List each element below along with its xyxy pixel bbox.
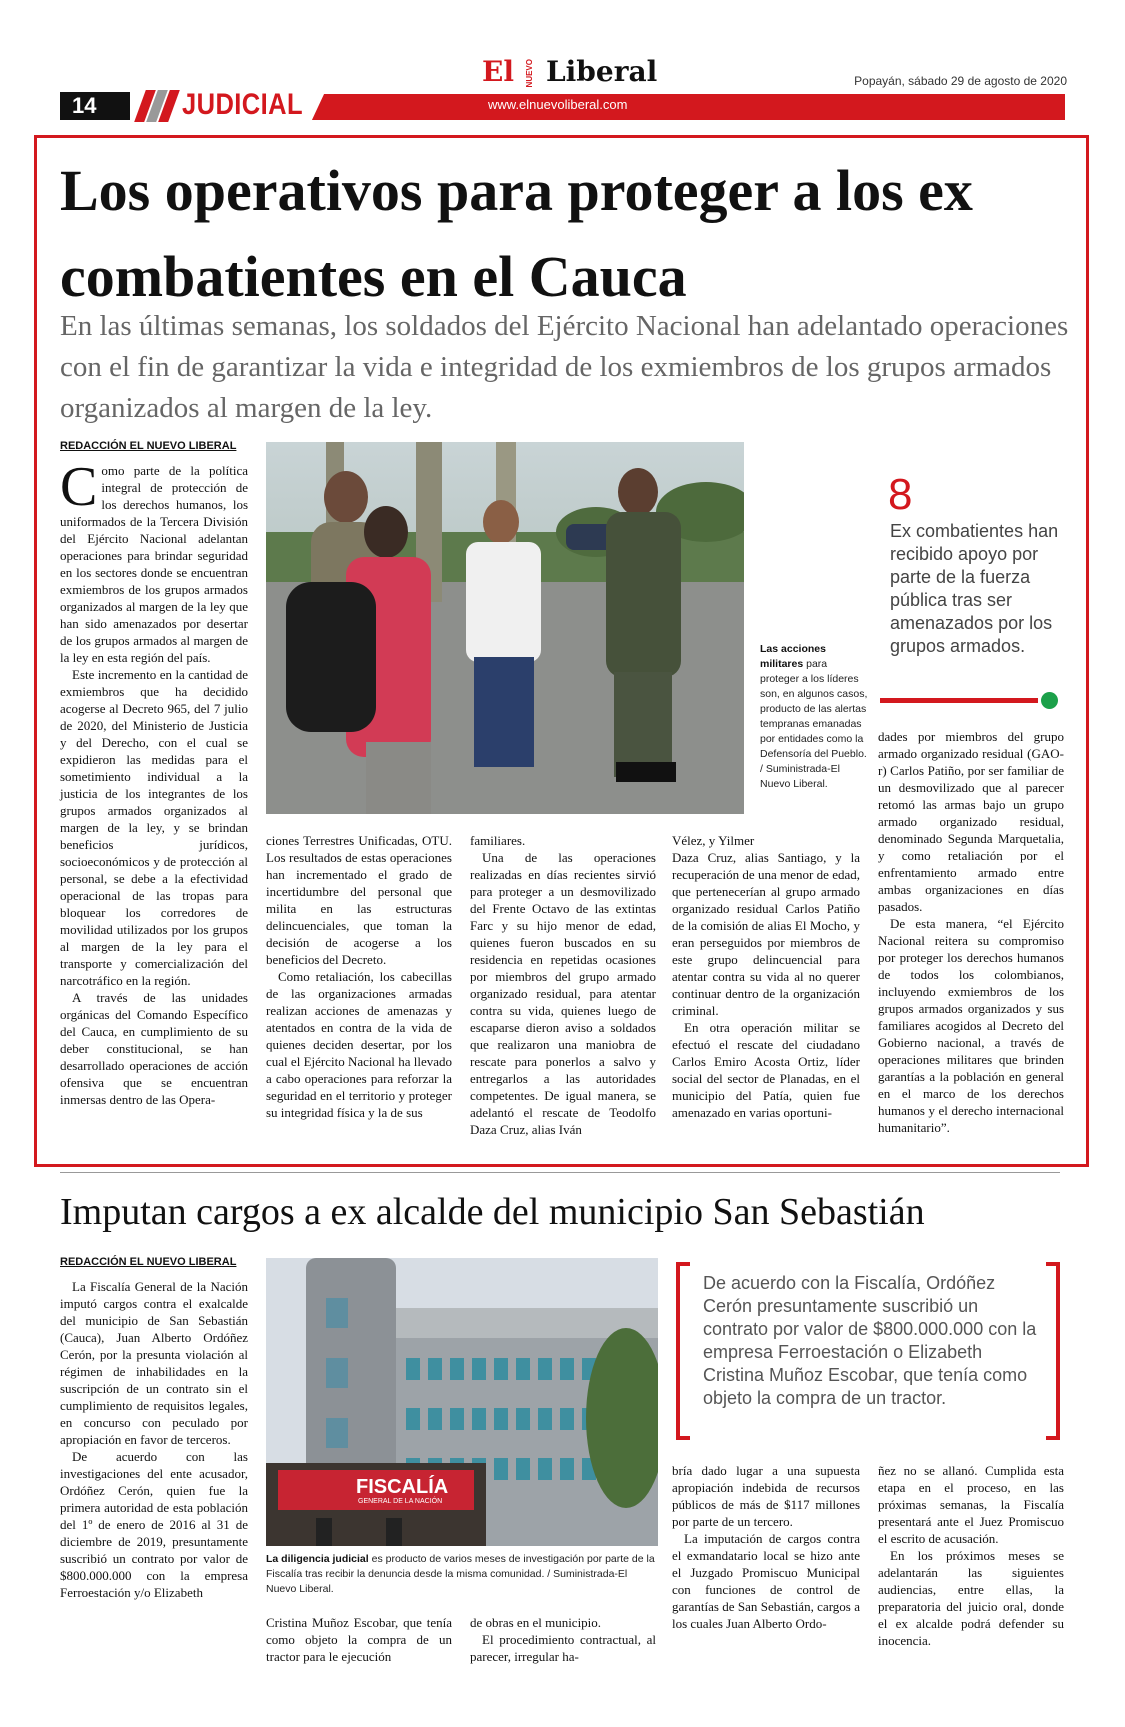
- article2-paragraph: La Fiscalía General de la Nación imputó cargos contra el exalcalde del municipio de San Sebastián (Cauca), Juan Alberto Ordóñez Cerón, por la presunta violación al régimen de inhabilidades en la suscripción de un contrato sin el cumplimiento de requisitos legales, en concurso con peculado por apropiación en favor de terceros.: [60, 1279, 248, 1447]
- article2-byline: REDACCIÓN EL NUEVO LIBERAL: [60, 1256, 237, 1268]
- article2-paragraph: El procedimiento contractual, al parecer, irregular ha-: [470, 1632, 656, 1664]
- article1-byline: REDACCIÓN EL NUEVO LIBERAL: [60, 440, 237, 452]
- pull-stat-dot: [1041, 692, 1058, 709]
- article-divider: [60, 1172, 1060, 1173]
- article1-headline: Los operativos para proteger a los ex combatientes en el Cauca: [60, 158, 973, 309]
- article1-photo: [266, 442, 744, 814]
- article1-text: omo parte de la política integral de protección de los derechos humanos, los uniformados de la Tercera División del Ejército Nacional adelantan operaciones para brindar seguridad en los sectores donde se encuentran exmiembros de los grupos armados organizados al margen de la ley que han sido amenazados por desertar de los grupos armados al margen de la ley en esta región del país.: [60, 463, 248, 665]
- photo-soldiers-meeting: [266, 442, 744, 814]
- article2-paragraph: ñez no se allanó. Cumplida esta etapa en el proceso, en las próximas semanas, la Fiscalía presentará ante el Juez Promiscuo el escrito de acusación.: [878, 1463, 1064, 1546]
- article2-paragraph: bría dado lugar a una supuesta apropiación indebida de recursos públicos de más de $117 millones por parte de un tercero.: [672, 1463, 860, 1529]
- article1-paragraph: De esta manera, “el Ejército Nacional reitera su compromiso por proteger los derechos humanos de todos los colombianos, incluyendo exmiembros de los grupos armados organizados y sus familiares acogidos al Decreto del Gobierno nacional, a través de operaciones militares que brinden garantías a la población en general en el marco de los derechos humanos y el derecho internacional humanitario”.: [878, 916, 1064, 1135]
- article1-paragraph: En otra operación militar se efectuó el rescate del ciudadano Carlos Emiro Acosta Ortiz, líder social del sector de Planadas, en el municipio del Patía, quien fue amenazado en varias oportuni-: [672, 1020, 860, 1120]
- caption-lead: La diligencia judicial: [266, 1553, 369, 1565]
- article1-column-1: [60, 456, 248, 1108]
- article2-paragraph: En los próximos meses se adelantarán las siguientes audiencias, entre ellas, la preparatoria del juicio oral, donde el ex alcalde podrá defender su inocencia.: [878, 1548, 1064, 1648]
- article2-photo-caption: [266, 1552, 658, 1597]
- pull-stat-rule: [880, 698, 1038, 703]
- caption-text: para proteger a los líderes son, en algunos casos, producto de las alertas tempranas emanadas por entidades como la Defensoría del Pueblo. / Suministrada-El Nuevo Liberal.: [760, 658, 868, 790]
- article2-column-3: [470, 1614, 656, 1665]
- article1-paragraph: Daza Cruz, alias Santiago, y la recuperación de una menor de edad, que pertenecerían al grupo armado organizado residual Carlos Patiño de la comisión de alias El Mocho, y eran perseguidos por miembros de este grupo delincuencial para atentar contra su vida al no querer continuar dentro de la organización criminal.: [672, 850, 860, 1018]
- photo-fiscalia-building: [266, 1258, 658, 1546]
- logo-nuevo: NUEVO: [524, 59, 534, 88]
- pull-stat-text: Ex combatientes han recibido apoyo por parte de la fuerza pública tras ser amenazados por los grupos armados.: [890, 521, 1059, 656]
- article2-headline: Imputan cargos a ex alcalde del municipio San Sebastián: [60, 1191, 925, 1233]
- article2-photo: [266, 1258, 658, 1546]
- article1-paragraph: A través de las unidades orgánicas del Comando Específico del Cauca, en cumplimiento de su deber constitucional, se han desarrollado operaciones de acción ofensiva que se encuentran inmersas dentro de las Opera-: [60, 990, 248, 1107]
- article2-paragraph: De acuerdo con las investigaciones del ente acusador, Ordóñez Cerón, quien fue la primera autoridad de esta población del 1º de enero de 2016 al 31 de diciembre de 2019, presuntamente suscribió un contrato por valor de $800.000.000 con la empresa Ferroestación y/o Elizabeth: [60, 1449, 248, 1600]
- article1-paragraph: familiares.: [470, 833, 526, 848]
- article2-paragraph: Cristina Muñoz Escobar, que tenía como objeto la compra de un tractor para le ejecución: [266, 1615, 452, 1664]
- article2-column-4: [672, 1462, 860, 1632]
- drop-cap: C: [60, 456, 98, 518]
- article1-deck: En las últimas semanas, los soldados del Ejército Nacional han adelantado operaciones con el fin de garantizar la vida e integridad de los exmiembros de los grupos armados organizados al margen de la ley.: [60, 310, 1069, 424]
- article1-column-2: [266, 832, 452, 1121]
- fiscalia-sign-sub: GENERAL DE LA NACIÓN: [358, 1498, 443, 1505]
- pull-quote: De acuerdo con la Fiscalía, Ordóñez Cerón presuntamente suscribió un contrato por valor de $800.000.000 con la empresa Ferroestación o Elizabeth Cristina Muñoz Escobar, que tenía como objeto la compra de un tractor.: [703, 1273, 1037, 1408]
- page-number: 14: [60, 92, 130, 120]
- article2-column-1: [60, 1278, 248, 1601]
- fiscalia-sign: FISCALÍA: [356, 1476, 449, 1498]
- article1-paragraph: Una de las operaciones realizadas en días recientes sirvió para proteger a un desmovilizado del Frente Octavo de las extintas Farc y su hijo menor de edad, quienes fueron buscados en su residencia en repetidas ocasiones por miembros del grupo armado organizado residual, para atentar contra su vida, quienes luego de escaparse dieron aviso a soldados que realizaron una maniobra de rescate para ponerlos a salvo y entregarlos a las autoridades competentes. De igual manera, se adelantó el rescate de Teodolfo Daza Cruz, alias Iván: [470, 850, 656, 1137]
- article1-paragraph: Vélez, y Yilmer: [672, 833, 755, 848]
- article2-column-2: [266, 1614, 452, 1665]
- article1-column-5: [878, 728, 1064, 1136]
- website-url[interactable]: www.elnuevoliberal.com: [488, 97, 628, 112]
- section-title: JUDICIAL: [182, 88, 303, 121]
- article1-paragraph: Este incremento en la cantidad de exmiembros que ha decidido acogerse al Decreto 965, del 7 julio de 2020, del Ministerio de Justicia y del Derecho, con el cual se expidieron las medidas para el sometimiento individual a la justicia de los integrantes de los grupos armados organizados al margen de la ley, y se brindan beneficios jurídicos, socioeconómicos y de protección al personal, se debe a la efectividad operacional de las tropas para bloquear los corredores de movilidad utilizados por los grupos al margen de la ley para el transporte y comercialización del narcotráfico en la región.: [60, 667, 248, 988]
- quote-bracket-left: [676, 1262, 690, 1440]
- quote-bracket-right: [1046, 1262, 1060, 1440]
- article1-column-3: [470, 832, 656, 1138]
- article1-photo-caption: [760, 642, 868, 792]
- logo-liberal: Liberal: [545, 55, 658, 88]
- masthead-logo: [482, 56, 657, 88]
- article1-paragraph: ciones Terrestres Unificadas, OTU. Los resultados de estas operaciones han incrementado el grado de incertidumbre del personal que milita en las estructuras delincuenciales, que toman la decisión de acogerse a los beneficios del Decreto.: [266, 833, 452, 967]
- article1-column-4: [672, 832, 860, 1121]
- article1-paragraph: Como retaliación, los cabecillas de las organizaciones armadas realizan acciones de amenazas y atentados en contra de la vida de quienes deciden desertar, por los cual el Ejército Nacional ha llevado a cabo operaciones para reforzar la seguridad en el territorio y proteger su integridad física y la de sus: [266, 969, 452, 1120]
- pull-stat-number: 8: [888, 470, 913, 519]
- caption-lead: Las acciones militares: [760, 643, 826, 670]
- dateline: Popayán, sábado 29 de agosto de 2020: [854, 74, 1067, 88]
- article1-paragraph: dades por miembros del grupo armado organizado residual (GAO-r) Carlos Patiño, por ser familiar de un desmovilizado que al parecer retomó las armas bajo un grupo armado organizado residual, denominado Segunda Marquetalia, y como retaliación por el enfrentamiento armado entre ambas organizaciones en días pasados.: [878, 729, 1064, 914]
- article2-column-5: [878, 1462, 1064, 1649]
- logo-el: El: [482, 55, 514, 88]
- article1-paragraph: [60, 456, 248, 666]
- header-bar: [330, 94, 1065, 120]
- caption-text: es producto de varios meses de investigación por parte de la Fiscalía tras recibir la denuncia desde la misma comunidad. / Suministrada-El Nuevo Liberal.: [266, 1553, 655, 1595]
- article2-paragraph: La imputación de cargos contra el exmandatario local se hizo ante el Juzgado Promiscuo Municipal con funciones de control de garantías de San Sebastián, cargos a los cuales Juan Alberto Ordo-: [672, 1531, 860, 1631]
- article2-paragraph: de obras en el municipio.: [470, 1615, 602, 1630]
